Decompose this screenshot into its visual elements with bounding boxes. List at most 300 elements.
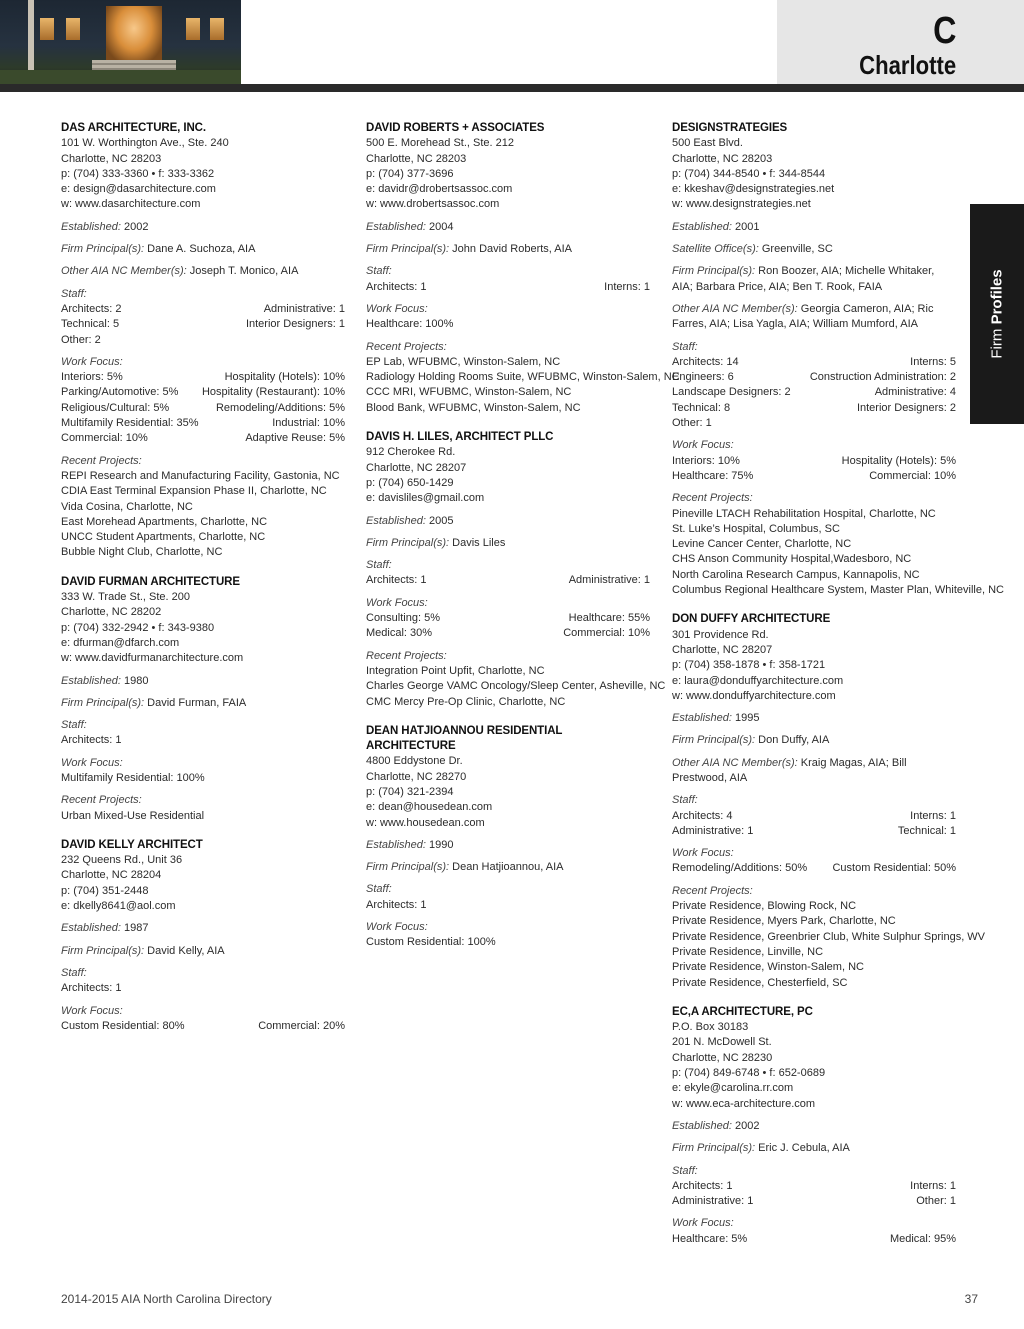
staff-section (366, 558, 650, 589)
staff-label: Staff: (672, 340, 698, 353)
staff-row-left: Technical: 8 (672, 401, 731, 414)
contact-line: 912 Cherokee Rd. (366, 446, 456, 459)
side-tab-label (989, 269, 1006, 358)
projects-label: Recent Projects: (61, 794, 142, 807)
work-focus-row-right: Commercial: 10% (869, 469, 956, 482)
work-focus-row (366, 935, 650, 950)
work-focus-section (672, 438, 956, 484)
firm-detail (366, 536, 650, 551)
firm-detail (61, 674, 345, 689)
detail-value: Georgia Cameron, AIA; Ric Farres, AIA; Lisa Yagla, AIA; William Mumford, AIA (672, 302, 934, 331)
contact-line: w: www.eca-architecture.com (672, 1097, 816, 1110)
work-focus-row-right: Hospitality (Restaurant): 10% (201, 386, 345, 399)
firm-name: DAVID KELLY ARCHITECT (61, 838, 203, 851)
project-item: Integration Point Upfit, Charlotte, NC (366, 664, 545, 677)
staff-section (672, 1164, 956, 1210)
project-item: East Morehead Apartments, Charlotte, NC (61, 515, 268, 528)
staff-row (61, 333, 345, 348)
work-focus-row-left: Parking/Automotive: 5% (61, 386, 179, 399)
detail-label: Firm Principal(s): (366, 243, 450, 256)
staff-row (366, 898, 650, 913)
detail-value: Joseph T. Monico, AIA (186, 265, 299, 278)
work-focus-row (61, 431, 345, 446)
detail-label: Firm Principal(s): (366, 536, 450, 549)
firm-contact (61, 590, 345, 666)
page-number: 37 (964, 1292, 978, 1306)
project-item: Private Residence, Blowing Rock, NC (672, 900, 857, 913)
firm-detail (366, 514, 650, 529)
contact-line: p: (704) 332-2942 • f: 343-9380 (61, 621, 215, 634)
work-focus-row (366, 317, 650, 332)
detail-label: Established: (61, 220, 121, 233)
firm-name: DAS ARCHITECTURE, INC. (61, 122, 206, 134)
work-focus-row-right: Hospitality (Hotels): 5% (841, 454, 956, 467)
contact-line: w: www.dasarchitecture.com (61, 198, 201, 211)
project-item: North Carolina Research Campus, Kannapolis, NC (672, 568, 920, 581)
staff-row-left: Technical: 5 (61, 318, 120, 331)
side-tab[interactable] (970, 204, 1024, 424)
firm-name: DAVID FURMAN ARCHITECTURE (61, 575, 240, 588)
photo-window (186, 18, 200, 40)
staff-row (672, 1194, 956, 1209)
firm-detail (61, 944, 345, 959)
staff-row-right: Interns: 1 (910, 1179, 956, 1192)
projects-section (672, 491, 1004, 598)
contact-line: p: (704) 650-1429 (366, 476, 454, 489)
work-focus-row-left: Interiors: 10% (672, 454, 740, 467)
work-focus-row-left: Remodeling/Additions: 50% (672, 862, 808, 875)
staff-row (61, 981, 345, 996)
detail-label: Firm Principal(s): (366, 861, 450, 874)
project-item: Pineville LTACH Rehabilitation Hospital, Charlotte, NC (672, 507, 936, 520)
work-focus-row-left: Interiors: 5% (61, 371, 123, 384)
work-focus-row (672, 469, 956, 484)
firm-name: DAVIS H. LILES, ARCHITECT PLLC (366, 431, 554, 444)
staff-label: Staff: (61, 719, 87, 732)
firm-detail (366, 838, 650, 853)
detail-value: Davis Liles (449, 536, 506, 549)
detail-value: David Furman, FAIA (144, 696, 247, 709)
photo-window (66, 18, 80, 40)
firm-contact (366, 136, 650, 212)
work-focus-row-right: Healthcare: 55% (568, 612, 650, 625)
contact-line: Charlotte, NC 28207 (672, 643, 773, 656)
detail-value: David Kelly, AIA (144, 944, 225, 957)
detail-label: Firm Principal(s): (672, 1142, 756, 1155)
contact-line: p: (704) 351-2448 (61, 884, 149, 897)
detail-value: Don Duffy, AIA (755, 734, 830, 747)
staff-row-left: Architects: 1 (672, 1179, 733, 1192)
work-focus-row (672, 1232, 956, 1247)
detail-label: Other AIA NC Member(s): (61, 265, 187, 278)
photo-column (28, 0, 34, 70)
project-item: Private Residence, Chesterfield, SC (672, 976, 848, 989)
work-focus-label: Work Focus: (672, 439, 734, 452)
firm-contact (366, 445, 650, 506)
staff-row (61, 317, 345, 332)
contact-line: w: www.drobertsassoc.com (366, 198, 500, 211)
work-focus-section (366, 302, 650, 333)
project-item: CMC Mercy Pre-Op Clinic, Charlotte, NC (366, 695, 566, 708)
staff-section (366, 882, 650, 913)
work-focus-section (366, 920, 650, 951)
firm-detail (366, 220, 650, 235)
staff-row-right: Interns: 5 (910, 355, 956, 368)
projects-section (366, 340, 680, 416)
contact-line: Charlotte, NC 28270 (366, 770, 467, 783)
projects-section (366, 649, 666, 710)
detail-label: Firm Principal(s): (672, 265, 756, 278)
work-focus-row-left: Custom Residential: 100% (366, 936, 496, 949)
firm-contact (672, 628, 956, 704)
detail-label: Other AIA NC Member(s): (672, 756, 798, 769)
detail-value: Greenville, SC (758, 243, 833, 256)
work-focus-row (61, 1019, 345, 1034)
contact-line: p: (704) 849-6748 • f: 652-0689 (672, 1067, 826, 1080)
contact-line: e: kkeshav@designstrategies.net (672, 183, 835, 196)
projects-label: Recent Projects: (672, 492, 753, 505)
detail-label: Firm Principal(s): (61, 696, 145, 709)
detail-label: Established: (366, 220, 426, 233)
staff-row-left: Architects: 1 (61, 734, 122, 747)
detail-label: Satellite Office(s): (672, 243, 759, 256)
detail-value: 2004 (425, 220, 454, 233)
photo-window (210, 18, 224, 40)
contact-line: Charlotte, NC 28230 (672, 1051, 773, 1064)
project-item: Private Residence, Linville, NC (672, 945, 824, 958)
detail-value: 2001 (731, 220, 760, 233)
detail-label: Established: (672, 1119, 732, 1132)
contact-line: e: dean@housedean.com (366, 801, 493, 814)
staff-row (672, 370, 956, 385)
detail-value: 2002 (120, 220, 149, 233)
contact-line: e: davisliles@gmail.com (366, 492, 485, 505)
contact-line: e: dkelly8641@aol.com (61, 900, 176, 913)
work-focus-row-right: Hospitality (Hotels): 10% (224, 371, 345, 384)
project-item: CHS Anson Community Hospital,Wadesboro, NC (672, 553, 912, 566)
detail-label: Firm Principal(s): (61, 944, 145, 957)
staff-row (672, 824, 956, 839)
project-item: Levine Cancer Center, Charlotte, NC (672, 538, 852, 551)
staff-row-right: Construction Administration: 2 (809, 371, 956, 384)
staff-section (672, 793, 956, 839)
detail-value: Dane A. Suchoza, AIA (144, 243, 256, 256)
header-blank (241, 0, 777, 84)
detail-label: Established: (61, 922, 121, 935)
project-item: Private Residence, Greenbrier Club, White Sulphur Springs, WV (672, 930, 986, 943)
section-letter: C (932, 10, 956, 52)
staff-row-left: Other: 1 (672, 417, 712, 430)
work-focus-row-right: Medical: 95% (889, 1232, 956, 1245)
detail-label: Firm Principal(s): (672, 734, 756, 747)
work-focus-row-left: Healthcare: 75% (672, 469, 754, 482)
work-focus-label: Work Focus: (366, 596, 428, 609)
staff-row-right: Interior Designers: 1 (245, 318, 345, 331)
contact-line: Charlotte, NC 28207 (366, 461, 467, 474)
firm-name: EC,A ARCHITECTURE, PC (672, 1005, 813, 1018)
firm-entry (672, 1005, 956, 1247)
staff-row-left: Architects: 14 (672, 355, 739, 368)
detail-value: Kraig Magas, AIA; Bill Prestwood, AIA (672, 756, 907, 784)
work-focus-section (672, 846, 956, 877)
header-photo (0, 0, 241, 84)
work-focus-section (61, 756, 345, 787)
staff-row-left: Architects: 4 (672, 809, 733, 822)
projects-label: Recent Projects: (672, 884, 753, 897)
staff-row (366, 280, 650, 295)
work-focus-label: Work Focus: (366, 921, 428, 934)
firm-name: DON DUFFY ARCHITECTURE (672, 613, 831, 626)
firm-contact (61, 136, 345, 212)
work-focus-row (61, 771, 345, 786)
staff-row (672, 416, 956, 431)
contact-line: p: (704) 358-1878 • f: 358-1721 (672, 659, 826, 672)
project-item: St. Luke’s Hospital, Columbus, SC (672, 522, 840, 535)
firm-detail (366, 242, 650, 257)
work-focus-label: Work Focus: (61, 355, 123, 368)
staff-row-right: Interns: 1 (604, 280, 650, 293)
staff-row-left: Architects: 1 (366, 574, 427, 587)
firm-contact (61, 853, 345, 914)
staff-label: Staff: (366, 265, 392, 278)
work-focus-row (61, 385, 345, 400)
work-focus-label: Work Focus: (61, 1004, 123, 1017)
project-item: Private Residence, Winston-Salem, NC (672, 961, 864, 974)
work-focus-row (366, 611, 650, 626)
staff-row-right: Interior Designers: 2 (856, 401, 956, 414)
firm-detail (672, 242, 956, 257)
work-focus-row-left: Medical: 30% (366, 627, 433, 640)
contact-line: e: dfurman@dfarch.com (61, 636, 180, 649)
detail-value: 2005 (425, 514, 454, 527)
photo-window (40, 18, 54, 40)
firm-entry (366, 724, 650, 951)
contact-line: e: davidr@drobertsassoc.com (366, 183, 513, 196)
contact-line: 500 E. Morehead St., Ste. 212 (366, 137, 514, 150)
work-focus-row-right: Custom Residential: 50% (832, 862, 956, 875)
work-focus-label: Work Focus: (61, 756, 123, 769)
firm-entry (366, 430, 666, 710)
project-item: CDIA East Terminal Expansion Phase II, Charlotte, NC (61, 485, 327, 498)
firm-entry (61, 121, 345, 561)
contact-line: Charlotte, NC 28203 (366, 152, 467, 165)
projects-label: Recent Projects: (366, 649, 447, 662)
contact-line: w: www.housedean.com (366, 816, 485, 829)
work-focus-section (61, 355, 345, 447)
staff-row (61, 733, 345, 748)
detail-label: Established: (672, 220, 732, 233)
staff-label: Staff: (366, 883, 392, 896)
staff-section (61, 718, 345, 749)
project-item: Bubble Night Club, Charlotte, NC (61, 546, 223, 559)
contact-line: p: (704) 321-2394 (366, 785, 454, 798)
work-focus-row-left: Religious/Cultural: 5% (61, 401, 170, 414)
staff-row (61, 302, 345, 317)
work-focus-row-left: Multifamily Residential: 100% (61, 771, 205, 784)
staff-label: Staff: (366, 559, 392, 572)
header-letter-box (777, 0, 1024, 84)
work-focus-label: Work Focus: (672, 847, 734, 860)
project-item: UNCC Student Apartments, Charlotte, NC (61, 531, 266, 544)
header-rule (0, 84, 1024, 92)
project-item: EP Lab, WFUBMC, Winston-Salem, NC (366, 355, 561, 368)
firm-detail (61, 242, 345, 257)
staff-row-left: Architects: 1 (61, 982, 122, 995)
staff-row (672, 1179, 956, 1194)
project-item: Columbus Regional Healthcare System, Master Plan, Whiteville, NC (672, 584, 1004, 597)
staff-label: Staff: (61, 966, 87, 979)
staff-section (672, 340, 956, 432)
project-item: Private Residence, Myers Park, Charlotte, NC (672, 915, 896, 928)
staff-row (672, 355, 956, 370)
staff-row (672, 385, 956, 400)
staff-row-right: Administrative: 1 (263, 302, 345, 315)
contact-line: p: (704) 333-3360 • f: 333-3362 (61, 167, 215, 180)
work-focus-row (672, 454, 956, 469)
staff-label: Staff: (672, 794, 698, 807)
work-focus-row-left: Commercial: 10% (61, 432, 148, 445)
detail-label: Other AIA NC Member(s): (672, 302, 798, 315)
project-item: Vida Cosina, Charlotte, NC (61, 500, 193, 513)
project-item: Radiology Holding Rooms Suite, WFUBMC, Winston-Salem, NC (366, 371, 680, 384)
work-focus-row (672, 861, 956, 876)
staff-label: Staff: (672, 1164, 698, 1177)
projects-section (61, 793, 345, 824)
firm-detail (672, 1119, 956, 1134)
contact-line: p: (704) 377-3696 (366, 167, 454, 180)
contact-line: w: www.donduffyarchitecture.com (672, 689, 836, 702)
staff-row-left: Architects: 1 (366, 280, 427, 293)
contact-line: 101 W. Worthington Ave., Ste. 240 (61, 137, 229, 150)
work-focus-row-right: Adaptive Reuse: 5% (245, 432, 345, 445)
detail-label: Established: (61, 674, 121, 687)
contact-line: w: www.davidfurmanarchitecture.com (61, 652, 244, 665)
contact-line: p: (704) 344-8540 • f: 344-8544 (672, 167, 826, 180)
work-focus-row-right: Remodeling/Additions: 5% (215, 401, 345, 414)
work-focus-row (61, 370, 345, 385)
contact-line: e: design@dasarchitecture.com (61, 183, 216, 196)
work-focus-row-left: Healthcare: 5% (672, 1232, 748, 1245)
staff-row-right: Technical: 1 (897, 824, 956, 837)
firm-detail (672, 264, 956, 295)
firm-entry (672, 612, 986, 991)
detail-value: 2002 (731, 1119, 760, 1132)
staff-row-right: Other: 1 (916, 1195, 956, 1208)
detail-value: 1987 (120, 922, 149, 935)
firm-entry (366, 121, 680, 416)
firm-contact (366, 754, 650, 830)
side-tab-bold: Profiles (988, 269, 1006, 325)
staff-row (366, 573, 650, 588)
work-focus-label: Work Focus: (672, 1217, 734, 1230)
work-focus-row (61, 416, 345, 431)
staff-row-left: Other: 2 (61, 333, 101, 346)
firm-detail (672, 756, 956, 787)
project-item: Charles George VAMC Oncology/Sleep Center, Asheville, NC (366, 680, 666, 693)
contact-line: Charlotte, NC 28203 (61, 152, 162, 165)
detail-value: Dean Hatjioannou, AIA (449, 861, 564, 874)
detail-value: Ron Boozer, AIA; Michelle Whitaker, AIA; Barbara Price, AIA; Ben T. Rook, FAIA (672, 265, 935, 293)
detail-value: 1980 (120, 674, 149, 687)
detail-value: Eric J. Cebula, AIA (755, 1142, 850, 1155)
contact-line: 333 W. Trade St., Ste. 200 (61, 591, 191, 604)
firm-contact (672, 136, 956, 212)
staff-row-right: Interns: 1 (910, 809, 956, 822)
work-focus-row-left: Consulting: 5% (366, 612, 440, 625)
contact-line: 301 Providence Rd. (672, 628, 769, 641)
photo-door (106, 6, 162, 62)
work-focus-section (366, 596, 650, 642)
firm-entry (61, 575, 345, 824)
staff-label: Staff: (61, 287, 87, 300)
firm-detail (672, 220, 956, 235)
work-focus-row-left: Multifamily Residential: 35% (61, 417, 199, 430)
staff-section (61, 287, 345, 348)
work-focus-row-left: Custom Residential: 80% (61, 1019, 185, 1032)
project-item: CCC MRI, WFUBMC, Winston-Salem, NC (366, 386, 572, 399)
firm-entry (61, 838, 345, 1034)
work-focus-section (672, 1216, 956, 1247)
contact-line: e: laura@donduffyarchitecture.com (672, 674, 844, 687)
project-item: REPI Research and Manufacturing Facility, Gastonia, NC (61, 469, 340, 482)
staff-section (61, 966, 345, 997)
work-focus-label: Work Focus: (366, 302, 428, 315)
staff-row-left: Architects: 1 (366, 898, 427, 911)
firm-detail (61, 264, 345, 279)
firm-name: DEAN HATJIOANNOU RESIDENTIAL ARCHITECTURE (366, 724, 563, 753)
firm-detail (366, 860, 650, 875)
contact-line: 500 East Blvd. (672, 137, 743, 150)
contact-line: Charlotte, NC 28204 (61, 869, 162, 882)
projects-section (672, 884, 986, 991)
staff-row-left: Engineers: 6 (672, 371, 734, 384)
staff-row-right: Administrative: 4 (874, 386, 956, 399)
firm-detail (672, 733, 956, 748)
contact-line: w: www.designstrategies.net (672, 198, 811, 211)
project-item: Urban Mixed-Use Residential (61, 809, 205, 822)
work-focus-row-right: Industrial: 10% (272, 417, 345, 430)
work-focus-row-right: Commercial: 10% (563, 627, 650, 640)
staff-section (366, 264, 650, 295)
contact-line: Charlotte, NC 28202 (61, 606, 162, 619)
detail-label: Established: (366, 514, 426, 527)
detail-value: John David Roberts, AIA (449, 243, 573, 256)
work-focus-row (61, 401, 345, 416)
photo-lawn (0, 70, 241, 84)
detail-label: Established: (672, 712, 732, 725)
work-focus-row-right: Commercial: 20% (258, 1019, 345, 1032)
contact-line: 201 N. McDowell St. (672, 1036, 772, 1049)
firm-detail (672, 302, 956, 333)
staff-row-left: Administrative: 1 (672, 1195, 754, 1208)
projects-label: Recent Projects: (61, 454, 142, 467)
firm-detail (672, 711, 956, 726)
contact-line: e: ekyle@carolina.rr.com (672, 1082, 794, 1095)
detail-label: Established: (366, 838, 426, 851)
firm-name: DESIGNSTRATEGIES (672, 122, 788, 134)
side-tab-light: Firm (988, 328, 1006, 359)
column-2 (366, 121, 680, 965)
firm-contact (672, 1020, 956, 1112)
staff-row-left: Landscape Designers: 2 (672, 386, 791, 399)
column-1 (61, 121, 345, 1048)
contact-line: 4800 Eddystone Dr. (366, 755, 463, 768)
detail-value: 1990 (425, 838, 454, 851)
detail-label: Firm Principal(s): (61, 243, 145, 256)
firm-detail (61, 696, 345, 711)
firm-detail (61, 921, 345, 936)
detail-value: 1995 (731, 712, 760, 725)
